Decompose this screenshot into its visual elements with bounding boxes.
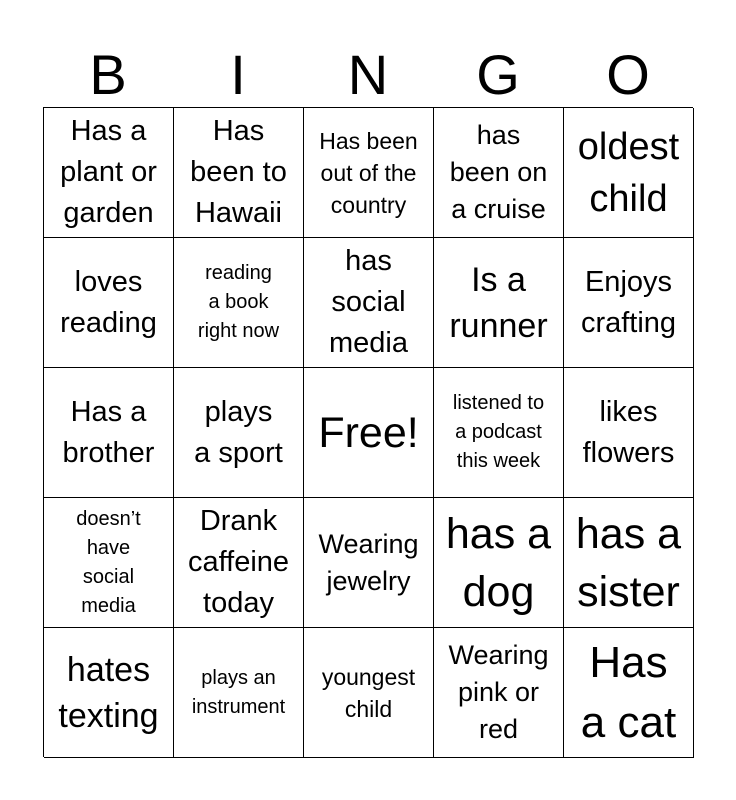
bingo-cell-r2c4[interactable] xyxy=(434,238,564,368)
cell-text: hates texting xyxy=(58,650,159,735)
cell-text: likes flowers xyxy=(582,395,675,469)
bingo-cell-r3c4[interactable] xyxy=(434,368,564,498)
bingo-header xyxy=(43,42,693,108)
cell-text: Has a brother xyxy=(62,395,155,469)
cell-text: doesn’t have social media xyxy=(76,507,141,617)
cell-text: Enjoys crafting xyxy=(580,265,677,339)
cell-text: Is a runner xyxy=(449,260,548,345)
cell-text: has social media xyxy=(329,245,408,359)
cell-text: plays a sport xyxy=(194,395,283,469)
bingo-cell-r3c5[interactable] xyxy=(564,368,694,498)
cell-text: Free! xyxy=(318,408,419,457)
bingo-cell-r1c5[interactable] xyxy=(564,108,694,238)
bingo-cell-r4c4[interactable] xyxy=(434,498,564,628)
bingo-cell-r1c3[interactable] xyxy=(304,108,434,238)
header-letter-g: G xyxy=(476,43,520,106)
cell-text: Has been out of the country xyxy=(319,127,418,218)
bingo-cell-r1c2[interactable] xyxy=(174,108,304,238)
bingo-cell-r3c2[interactable] xyxy=(174,368,304,498)
bingo-cell-r4c5[interactable] xyxy=(564,498,694,628)
cell-text: plays an instrument xyxy=(191,666,286,718)
header-letter-n: N xyxy=(347,43,389,106)
cell-text: listened to a podcast this week xyxy=(452,392,545,472)
cell-text: Has a plant or garden xyxy=(60,115,157,229)
cell-text: Wearing pink or red xyxy=(448,640,549,744)
header-letter-i: I xyxy=(230,43,246,106)
bingo-cell-r5c5[interactable] xyxy=(564,628,694,758)
bingo-cell-r2c3[interactable] xyxy=(304,238,434,368)
bingo-cell-r5c4[interactable] xyxy=(434,628,564,758)
bingo-cell-r4c3[interactable] xyxy=(304,498,434,628)
bingo-cell-r5c2[interactable] xyxy=(174,628,304,758)
cell-text: Has a cat xyxy=(580,637,677,747)
bingo-cell-r3c1[interactable] xyxy=(44,368,174,498)
bingo-cell-r2c2[interactable] xyxy=(174,238,304,368)
cell-text: has been on a cruise xyxy=(449,120,548,224)
cell-text: Wearing jewelry xyxy=(318,528,419,596)
header-letter-b: B xyxy=(89,43,127,106)
cell-text: reading a book right now xyxy=(197,262,280,342)
header-letter-o: O xyxy=(606,43,650,106)
bingo-cell-r2c1[interactable] xyxy=(44,238,174,368)
free-space[interactable] xyxy=(304,368,434,498)
cell-text: Has been to Hawaii xyxy=(190,115,287,229)
cell-text: Drank caffeine today xyxy=(187,505,290,619)
bingo-cell-r4c1[interactable] xyxy=(44,498,174,628)
bingo-cell-r5c3[interactable] xyxy=(304,628,434,758)
cell-text: youngest child xyxy=(321,663,416,722)
bingo-cell-r4c2[interactable] xyxy=(174,498,304,628)
cell-text: has a dog xyxy=(445,509,552,616)
cell-text: loves reading xyxy=(60,265,157,339)
cell-text: oldest child xyxy=(577,125,680,220)
bingo-cell-r5c1[interactable] xyxy=(44,628,174,758)
bingo-cell-r1c1[interactable] xyxy=(44,108,174,238)
bingo-board xyxy=(43,107,693,757)
cell-text: has a sister xyxy=(575,509,682,616)
bingo-cell-r2c5[interactable] xyxy=(564,238,694,368)
bingo-cell-r1c4[interactable] xyxy=(434,108,564,238)
